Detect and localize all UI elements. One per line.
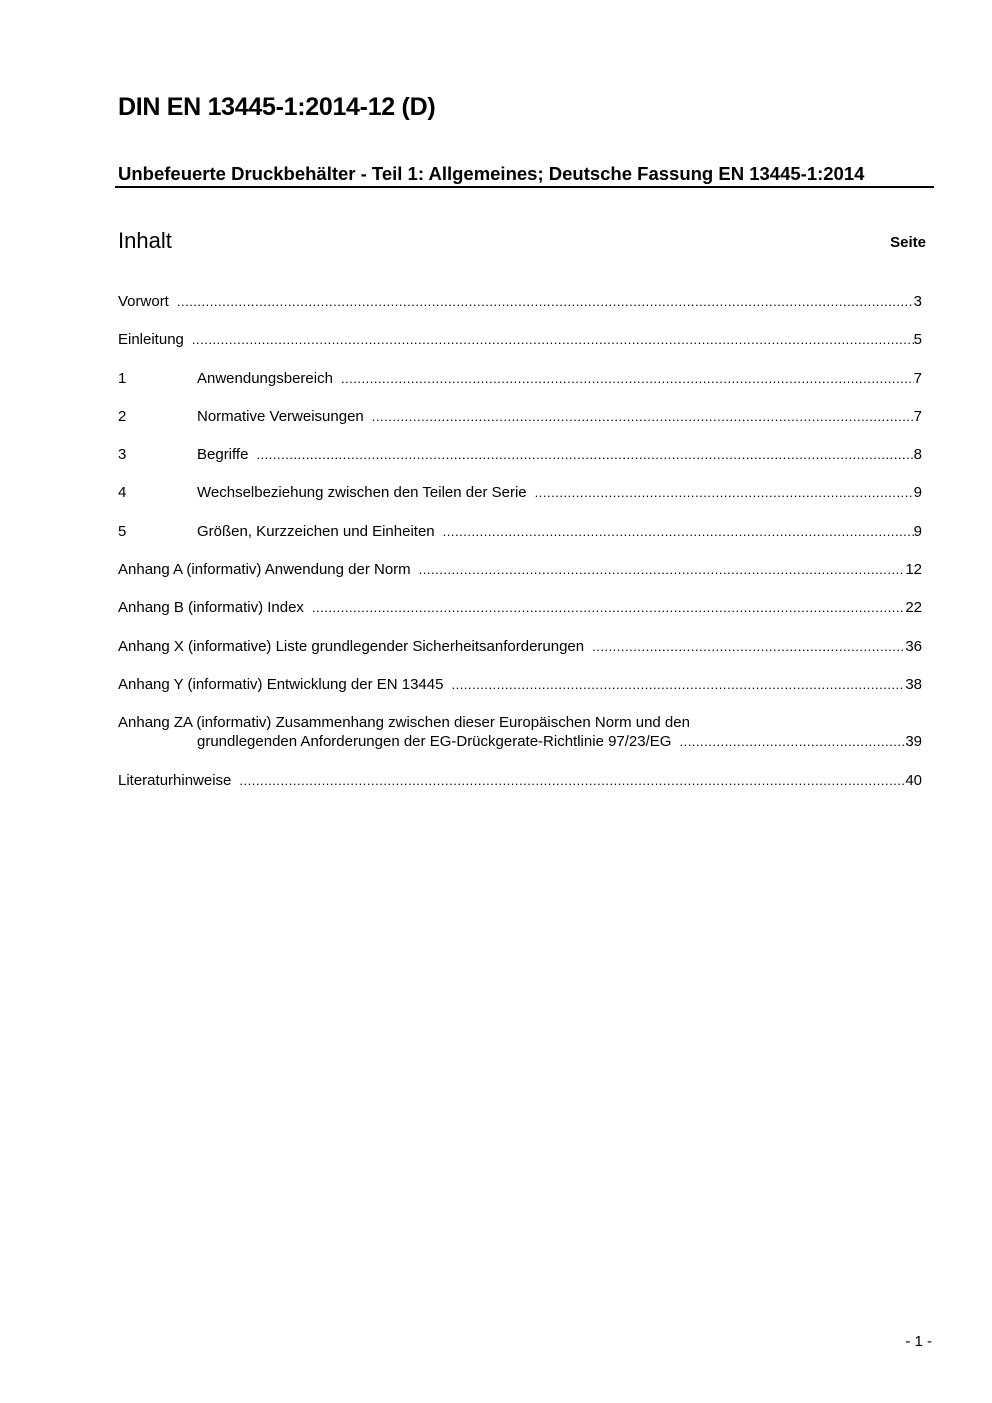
toc-entry-page: 40	[905, 771, 922, 789]
dot-leader	[372, 407, 914, 426]
toc-entry-page: 39	[905, 733, 922, 751]
dot-leader	[679, 732, 905, 751]
toc-entry-page: 7	[913, 407, 922, 425]
toc-entry-text: Vorwort	[118, 293, 169, 310]
dot-leader	[535, 483, 914, 502]
toc-entry-3[interactable]	[118, 445, 922, 464]
toc-entry-number: 4	[118, 484, 127, 502]
toc-entry-page: 3	[913, 293, 922, 310]
toc-entry-page: 22	[905, 599, 922, 617]
toc-entry-2[interactable]	[118, 407, 922, 426]
dot-leader	[256, 445, 913, 464]
dot-leader	[192, 330, 914, 349]
document-id: DIN EN 13445-1:2014-12 (D)	[118, 93, 436, 121]
toc-entry-1[interactable]	[118, 369, 922, 388]
toc-heading: Inhalt	[118, 228, 172, 253]
dot-leader	[592, 637, 905, 656]
toc-entry-page: 8	[913, 446, 922, 464]
toc-entry-page: 7	[913, 369, 922, 387]
toc-entry-page: 9	[913, 484, 922, 502]
toc-entry-number: 2	[118, 407, 127, 425]
toc-entry-text: Begriffe	[197, 446, 249, 464]
toc-entry-text: Anhang X (informative) Liste grundlegender Sicherheitsanforderungen	[118, 637, 585, 655]
toc-entry-text: Anhang ZA (informativ) Zusammenhang zwischen dieser Europäischen Norm und den	[118, 714, 690, 732]
toc-entry-anhang-a[interactable]	[118, 560, 922, 579]
dot-leader	[341, 369, 914, 388]
dot-leader	[419, 560, 906, 579]
page-number: - 1 -	[905, 1333, 932, 1350]
toc-entry-page: 12	[905, 561, 922, 579]
toc-entry-text: Anhang A (informativ) Anwendung der Norm	[118, 561, 411, 579]
toc-entry-text: Anhang B (informativ) Index	[118, 599, 304, 617]
table-of-contents	[118, 292, 922, 809]
toc-entry-page: 36	[905, 637, 922, 655]
toc-entry-text: Wechselbeziehung zwischen den Teilen der Serie	[197, 484, 527, 502]
dot-leader	[177, 292, 914, 311]
dot-leader	[451, 675, 905, 694]
toc-entry-einleitung[interactable]	[118, 330, 922, 349]
toc-entry-text: Literaturhinweise	[118, 771, 232, 789]
toc-entry-text: Einleitung	[118, 331, 184, 349]
toc-entry-literaturhinweise[interactable]	[118, 771, 922, 790]
toc-entry-number: 1	[118, 369, 127, 387]
toc-entry-text: Anwendungsbereich	[197, 369, 333, 387]
toc-entry-5[interactable]	[118, 522, 922, 541]
toc-entry-text: Größen, Kurzzeichen und Einheiten	[197, 522, 435, 540]
toc-entry-text: Normative Verweisungen	[197, 407, 364, 425]
toc-entry-anhang-x[interactable]	[118, 637, 922, 656]
dot-leader	[239, 771, 905, 790]
toc-entry-continuation	[118, 732, 922, 751]
dot-leader	[312, 598, 905, 617]
toc-entry-text: Anhang Y (informativ) Entwicklung der EN 13445	[118, 675, 444, 693]
toc-entry-number: 5	[118, 522, 127, 540]
toc-page-column-label: Seite	[890, 234, 926, 251]
toc-entry-page: 38	[905, 675, 922, 693]
toc-entry-anhang-y[interactable]	[118, 675, 922, 694]
toc-entry-text-continued: grundlegenden Anforderungen der EG-Drückgerate-Richtlinie 97/23/EG	[197, 733, 672, 751]
dot-leader	[443, 522, 914, 541]
title-underline	[115, 186, 934, 188]
toc-entry-page: 5	[913, 331, 922, 349]
document-title: Unbefeuerte Druckbehälter - Teil 1: Allgemeines; Deutsche Fassung EN 13445-1:2014	[118, 163, 865, 184]
toc-entry-4[interactable]	[118, 483, 922, 502]
toc-entry-vorwort[interactable]	[118, 292, 922, 311]
toc-entry-page: 9	[913, 522, 922, 540]
toc-entry-number: 3	[118, 446, 127, 464]
toc-entry-anhang-b[interactable]	[118, 598, 922, 617]
toc-entry-anhang-za[interactable]	[118, 713, 922, 751]
